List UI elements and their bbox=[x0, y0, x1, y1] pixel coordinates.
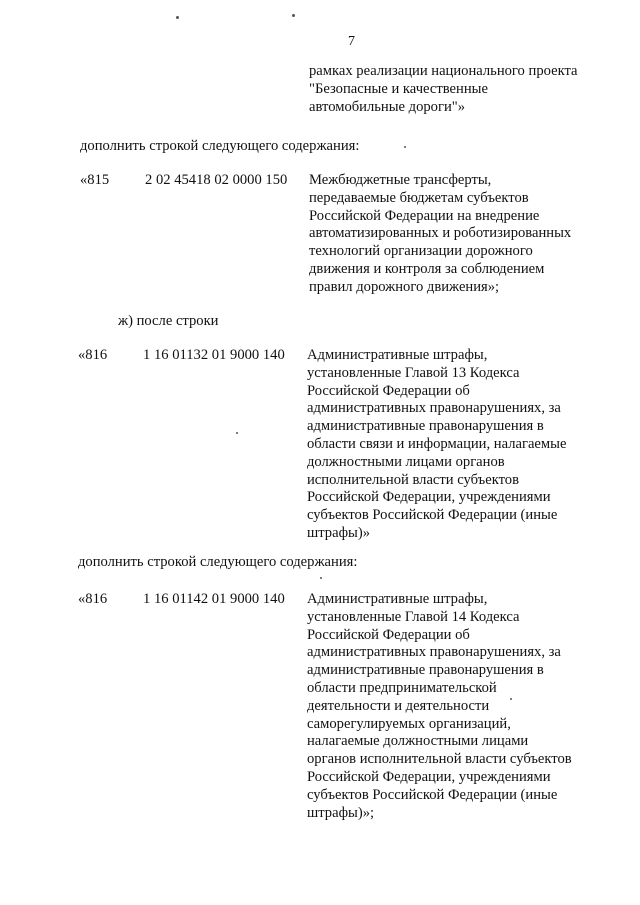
revenue-description: Межбюджетные трансферты, передаваемые бюджетам субъектов Российской Федерации на внедрение автоматизированных и роботизированных технологий организации дорожного движения и контроля за соблюдением правил дорожного движения»; bbox=[309, 172, 572, 295]
admin-code: «815 bbox=[80, 172, 110, 188]
admin-code: «816 bbox=[78, 347, 108, 363]
revenue-description: Административные штрафы, установленные Главой 14 Кодекса Российской Федерации об административных правонарушениях, за административные правонарушения в области предпринимательской деятельности и деятельности саморегулируемых организаций, налагаемые должностными лицами органов исполнительной власти субъектов Российской Федерации, учреждениями субъектов Российской Федерации (иные штрафы)»; bbox=[307, 591, 572, 821]
previous-row-continuation: рамках реализации национального проекта "Безопасные и качественные автомобильные дороги"» bbox=[309, 63, 578, 115]
scan-speck bbox=[176, 16, 179, 19]
instruction-add-row: дополнить строкой следующего содержания: bbox=[78, 554, 358, 570]
instruction-add-row: дополнить строкой следующего содержания: bbox=[80, 138, 360, 154]
budget-classification-code: 1 16 01132 01 9000 140 bbox=[143, 347, 285, 363]
page-number: 7 bbox=[348, 34, 355, 49]
scan-speck bbox=[320, 577, 322, 579]
scan-speck bbox=[404, 146, 406, 148]
scan-speck bbox=[292, 14, 295, 17]
scan-speck bbox=[236, 432, 238, 434]
budget-classification-code: 1 16 01142 01 9000 140 bbox=[143, 591, 285, 607]
instruction-after-row: ж) после строки bbox=[118, 313, 219, 329]
revenue-description: Административные штрафы, установленные Главой 13 Кодекса Российской Федерации об административных правонарушениях, за административные правонарушения в области связи и информации, налагаемые должностными лицами органов исполнительной власти субъектов Российской Федерации, учреждениями субъектов Российской Федерации (иные штрафы)» bbox=[307, 347, 567, 541]
budget-classification-code: 2 02 45418 02 0000 150 bbox=[145, 172, 288, 188]
admin-code: «816 bbox=[78, 591, 108, 607]
